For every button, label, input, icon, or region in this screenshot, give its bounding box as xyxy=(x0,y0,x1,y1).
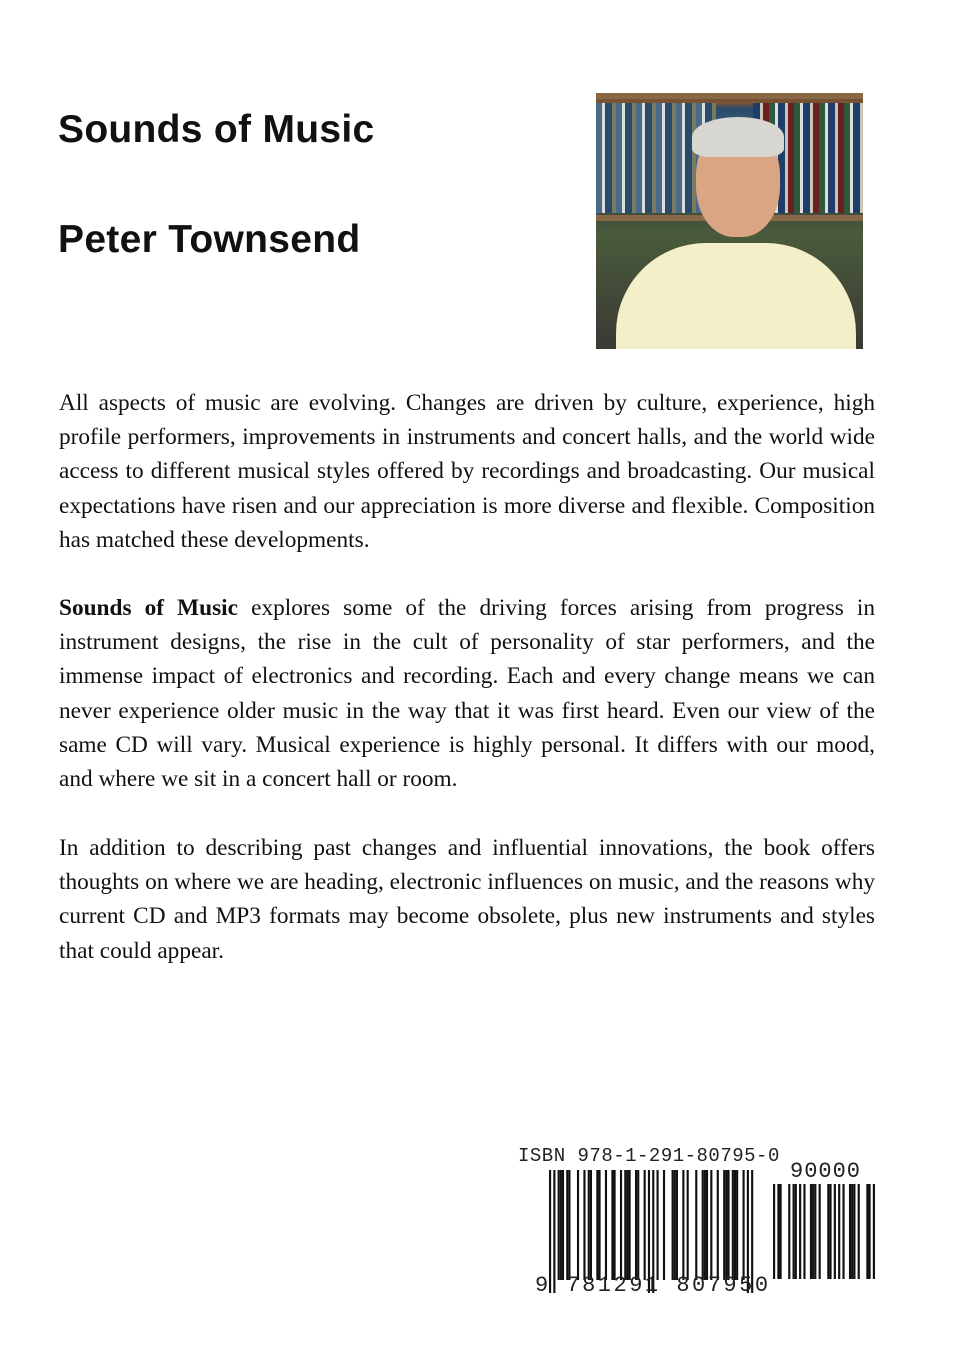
barcode-bar xyxy=(736,1170,738,1280)
isbn-label: ISBN 978-1-291-80795-0 xyxy=(518,1145,780,1167)
barcode-bar xyxy=(706,1170,708,1280)
addon-bar xyxy=(799,1184,801,1279)
barcode-bar xyxy=(568,1170,570,1280)
addon-bar xyxy=(793,1184,795,1279)
addon-bar xyxy=(812,1184,814,1279)
blurb-paragraph-2-text: explores some of the driving forces arising from progress in instrument designs, the rise in the cult of personality of star performers, and the immense impact of electronics and recording. Each and every change means we can never experience older music in the way that it was first heard. Even our view of the same CD will vary. Musical experience is highly personal. It differs with our mood, and where we sit in a concert hall or room. xyxy=(59,595,876,793)
barcode-bar xyxy=(657,1170,659,1280)
barcode-bar xyxy=(560,1170,562,1280)
barcode-bar xyxy=(635,1170,637,1280)
addon-bar xyxy=(842,1184,844,1279)
addon-number: 90000 xyxy=(790,1159,862,1184)
addon-bar xyxy=(814,1184,816,1279)
addon-bar xyxy=(795,1184,797,1279)
barcode-bar xyxy=(605,1170,607,1280)
person-shirt xyxy=(616,243,856,349)
blurb-paragraph-1: All aspects of music are evolving. Changes are driven by culture, experience, high profile performers, improvements in instruments and concert halls, and the world wide access to different musical styles offered by recordings and broadcasting. Our musical expectations have risen and our appreciation is more diverse and flexible. Composition has matched these developments. xyxy=(59,390,875,553)
barcode-bar xyxy=(702,1170,704,1280)
addon-bar xyxy=(866,1184,868,1279)
barcode-bar xyxy=(629,1170,631,1280)
isbn-barcode xyxy=(515,1145,885,1305)
author-name: Peter Townsend xyxy=(58,218,361,261)
barcode-bar xyxy=(620,1170,622,1280)
addon-bar xyxy=(829,1184,831,1279)
addon-bar xyxy=(773,1184,775,1279)
shelf xyxy=(596,93,863,99)
addon-bar xyxy=(780,1184,782,1279)
addon-bar xyxy=(819,1184,821,1279)
barcode-bar xyxy=(672,1170,674,1280)
addon-bar xyxy=(803,1184,805,1279)
barcode-bar xyxy=(682,1170,684,1280)
barcode-bar xyxy=(727,1170,729,1280)
barcode-bar xyxy=(704,1170,706,1280)
addon-bar xyxy=(777,1184,779,1279)
addon-bar xyxy=(851,1184,853,1279)
ean-number: 9 781291 807950 xyxy=(535,1273,771,1298)
addon-bar xyxy=(834,1184,836,1279)
barcode-bar xyxy=(583,1170,585,1280)
barcode-bar xyxy=(743,1170,745,1280)
barcode-bar xyxy=(676,1170,678,1280)
author-photo xyxy=(596,93,863,349)
barcode-bar xyxy=(566,1170,568,1280)
barcode-bar xyxy=(637,1170,639,1280)
barcode-bar xyxy=(558,1170,560,1280)
barcode-bar xyxy=(644,1170,646,1280)
barcode-bar xyxy=(596,1170,598,1280)
barcode-bar xyxy=(598,1170,600,1280)
barcode-bar xyxy=(717,1170,719,1280)
addon-bar xyxy=(838,1184,840,1279)
blurb-title-bold: Sounds of Music xyxy=(59,595,238,621)
barcode-bar xyxy=(732,1170,734,1280)
book-title: Sounds of Music xyxy=(58,108,375,151)
barcode-bar xyxy=(695,1170,697,1280)
barcode-bar xyxy=(725,1170,727,1280)
addon-bar xyxy=(868,1184,870,1279)
barcode-bar xyxy=(624,1170,626,1280)
barcode-bar xyxy=(663,1170,665,1280)
blurb-paragraph-2 xyxy=(59,591,875,796)
person-hair xyxy=(692,117,784,157)
addon-bar xyxy=(873,1184,875,1279)
barcode-bar xyxy=(710,1170,712,1280)
addon-bar xyxy=(858,1184,860,1279)
barcode-bar xyxy=(614,1170,616,1280)
barcode-bar xyxy=(674,1170,676,1280)
addon-bar xyxy=(810,1184,812,1279)
barcode-bar xyxy=(588,1170,590,1280)
barcode-bar xyxy=(611,1170,613,1280)
barcode-bar xyxy=(626,1170,628,1280)
barcode-bar xyxy=(723,1170,725,1280)
addon-bar xyxy=(849,1184,851,1279)
addon-bar xyxy=(788,1184,790,1279)
barcode-bar xyxy=(734,1170,736,1280)
barcode-bar xyxy=(590,1170,592,1280)
barcode-bar xyxy=(577,1170,579,1280)
blurb-paragraph-3: In addition to describing past changes and influential innovations, the book offers thoughts on where we are heading, electronic influences on music, and the reasons why current CD and MP3 formats may become obsolete, plus new instruments and styles that could appear. xyxy=(59,835,875,964)
addon-bar xyxy=(827,1184,829,1279)
barcode-bar xyxy=(562,1170,564,1280)
barcode-bar xyxy=(687,1170,689,1280)
addon-bar xyxy=(853,1184,855,1279)
